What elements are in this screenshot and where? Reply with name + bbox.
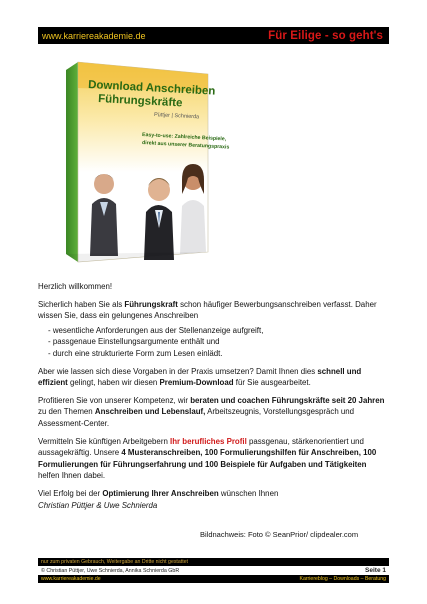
header-bar xyxy=(38,27,389,44)
intro-text xyxy=(38,281,390,517)
paragraph-3: Profitieren Sie von unserer Kompetenz, wir beraten und coachen Führungskräfte seit 20 Jahren zu den Themen Anschreiben und Lebenslauf, Arbeitszeugnis, Vorstellungsgespräch und Assessment-Center. xyxy=(38,395,385,428)
cover-title-line1: Download Anschreiben xyxy=(87,79,216,98)
requirements-list xyxy=(48,325,390,360)
list-item: - durch eine strukturierte Form zum Lesen einlädt. xyxy=(48,348,390,360)
footer-url[interactable]: www.karriereakademie.de xyxy=(41,576,101,582)
list-item: - passgenaue Einstellungsargumente enthält und xyxy=(48,336,390,348)
paragraph-4: Vermitteln Sie künftigen Arbeitgebern Ihr berufliches Profil passgenau, stärkenorientiert und aussagekräftig. Unsere 4 Musteranschreiben, 100 Formulierungshilfen für Anschreiben, 100 Formulierungen für Führungserfahrung und 100 Beispiele für Aufgaben und Tätigkeiten helfen Ihnen dabei. xyxy=(38,436,377,481)
cover-title-line2: Führungskräfte xyxy=(97,93,183,110)
footer-notice: nur zum privaten Gebrauch, Weitergabe an Dritte nicht gestattet xyxy=(41,559,188,565)
paragraph-1: Sicherlich haben Sie als Führungskraft schon häufiger Bewerbungsanschreiben verfasst. Daher wissen Sie, dass ein gelungenes Anschreiben xyxy=(38,299,377,321)
footer-links-bar xyxy=(38,575,389,583)
greeting: Herzlich willkommen! xyxy=(38,282,113,291)
footer-copyright-row xyxy=(38,566,389,575)
paragraph-2: Aber wie lassen sich diese Vorgaben in der Praxis umsetzen? Damit Ihnen dies schnell und effizient gelingt, haben wir diesen Premium-Download für Sie ausgearbeitet. xyxy=(38,366,362,388)
list-item: - wesentliche Anforderungen aus der Stellenanzeige aufgreift, xyxy=(48,325,390,337)
header-tagline: Für Eilige - so geht's xyxy=(268,29,383,42)
cover-authors: Püttjer | Schnierda xyxy=(153,112,200,121)
footer xyxy=(38,558,389,583)
header-url[interactable]: www.karriereakademie.de xyxy=(42,30,146,41)
footer-blog[interactable]: Karriereblog – Downloads – Beratung xyxy=(299,576,386,582)
footer-notice-bar xyxy=(38,558,389,566)
cover-subtitle-line1: Easy-to-use: Zahlreiche Beispiele, xyxy=(141,132,227,143)
page-number: Seite 1 xyxy=(365,567,386,574)
signature: Christian Püttjer & Uwe Schnierda xyxy=(38,500,158,510)
paragraph-5: Viel Erfolg bei der Optimierung Ihrer Anschreiben wünschen Ihnen Christian Püttjer & Uwe Schnierda xyxy=(38,488,279,510)
cover-subtitle-line2: direkt aus unserer Beratungspraxis xyxy=(141,140,230,151)
photo-credit: Bildnachweis: Foto © SeanPrior/ clipdealer.com xyxy=(200,530,359,539)
product-cover-image xyxy=(52,56,230,268)
footer-copyright: © Christian Püttjer, Uwe Schnierda, Annika Schnierda GbR xyxy=(41,567,180,574)
